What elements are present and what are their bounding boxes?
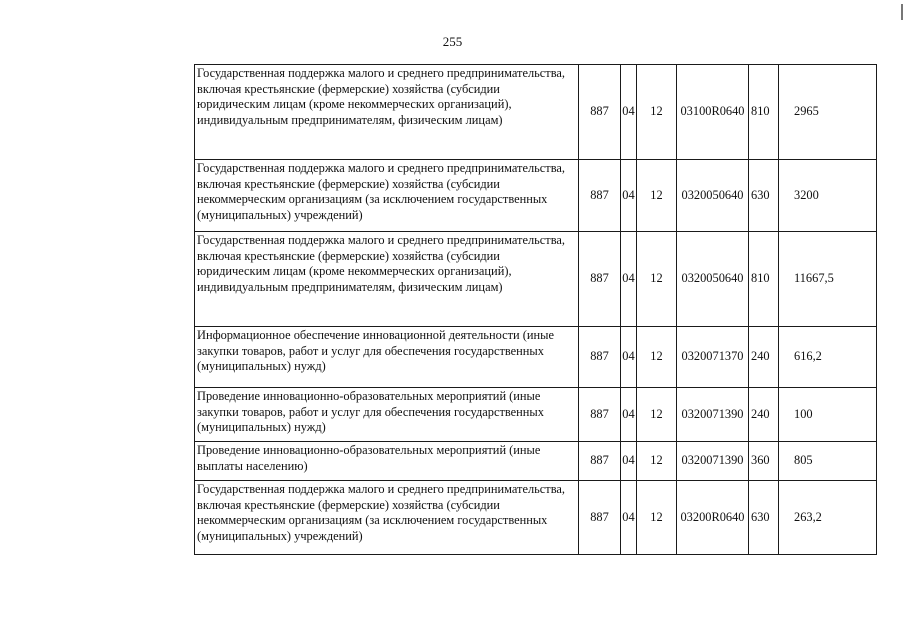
description-line: выплаты населению)	[197, 458, 308, 473]
page-number: 255	[442, 34, 463, 49]
cell-expense-type: 810	[749, 65, 779, 160]
cell-section-code: 04	[621, 388, 637, 442]
description-line: индивидуальным предпринимателям, физическим лицам)	[197, 279, 503, 294]
description-line: (муниципальных) учреждений)	[197, 207, 363, 222]
cell-target-article: 0320071370	[677, 327, 749, 388]
cell-target-article: 0320071390	[677, 388, 749, 442]
cell-ministry-code: 887	[579, 65, 621, 160]
cell-description	[195, 160, 579, 232]
description-line: Проведение инновационно-образовательных мероприятий (иные	[197, 389, 541, 403]
table-row	[195, 327, 877, 388]
scan-edge-mark	[901, 4, 903, 20]
table-row	[195, 160, 877, 232]
description-line: юридическим лицам (кроме некоммерческих организаций),	[197, 264, 512, 278]
cell-target-article: 03200R0640	[677, 481, 749, 555]
cell-ministry-code: 887	[579, 481, 621, 555]
cell-target-article: 0320071390	[677, 442, 749, 481]
cell-description	[195, 327, 579, 388]
budget-table	[194, 64, 877, 555]
cell-description	[195, 65, 579, 160]
description-line: индивидуальным предпринимателям, физическим лицам)	[197, 112, 503, 127]
description-line: Информационное обеспечение инновационной деятельности (иные	[197, 328, 554, 342]
description-line: Государственная поддержка малого и среднего предпринимательства,	[197, 66, 565, 80]
cell-description	[195, 442, 579, 481]
description-line: включая крестьянские (фермерские) хозяйства (субсидии	[197, 81, 500, 96]
table-row	[195, 442, 877, 481]
cell-section-code: 04	[621, 327, 637, 388]
description-line: Проведение инновационно-образовательных мероприятий (иные	[197, 443, 541, 457]
description-line: включая крестьянские (фермерские) хозяйства (субсидии	[197, 176, 500, 191]
cell-section-code: 04	[621, 481, 637, 555]
table-row	[195, 65, 877, 160]
cell-subsection-code: 12	[637, 481, 677, 555]
cell-amount: 100	[779, 388, 877, 442]
table-row	[195, 388, 877, 442]
cell-amount: 3200	[779, 160, 877, 232]
description-line: (муниципальных) нужд)	[197, 420, 326, 434]
cell-target-article: 03100R0640	[677, 65, 749, 160]
cell-section-code: 04	[621, 442, 637, 481]
cell-expense-type: 360	[749, 442, 779, 481]
cell-ministry-code: 887	[579, 232, 621, 327]
cell-subsection-code: 12	[637, 160, 677, 232]
description-line: Государственная поддержка малого и среднего предпринимательства,	[197, 482, 565, 496]
table-row	[195, 481, 877, 555]
description-line: (муниципальных) нужд)	[197, 359, 326, 373]
cell-section-code: 04	[621, 232, 637, 327]
description-line: Государственная поддержка малого и среднего предпринимательства,	[197, 233, 565, 247]
description-line: (муниципальных) учреждений)	[197, 528, 363, 543]
cell-amount: 11667,5	[779, 232, 877, 327]
cell-amount: 616,2	[779, 327, 877, 388]
description-line: некоммерческим организациям (за исключением государственных	[197, 513, 548, 527]
cell-ministry-code: 887	[579, 388, 621, 442]
cell-subsection-code: 12	[637, 388, 677, 442]
cell-subsection-code: 12	[637, 327, 677, 388]
description-line: закупки товаров, работ и услуг для обеспечения государственных	[197, 343, 544, 358]
cell-description	[195, 232, 579, 327]
cell-target-article: 0320050640	[677, 160, 749, 232]
cell-target-article: 0320050640	[677, 232, 749, 327]
cell-subsection-code: 12	[637, 65, 677, 160]
cell-expense-type: 810	[749, 232, 779, 327]
description-line: включая крестьянские (фермерские) хозяйства (субсидии	[197, 497, 500, 512]
description-line: закупки товаров, работ и услуг для обеспечения государственных	[197, 404, 544, 419]
cell-section-code: 04	[621, 160, 637, 232]
cell-section-code: 04	[621, 65, 637, 160]
cell-amount: 2965	[779, 65, 877, 160]
cell-description	[195, 388, 579, 442]
cell-subsection-code: 12	[637, 442, 677, 481]
cell-ministry-code: 887	[579, 327, 621, 388]
description-line: юридическим лицам (кроме некоммерческих организаций),	[197, 97, 512, 111]
cell-expense-type: 240	[749, 388, 779, 442]
cell-expense-type: 630	[749, 481, 779, 555]
table-row	[195, 232, 877, 327]
description-line: включая крестьянские (фермерские) хозяйства (субсидии	[197, 248, 500, 263]
cell-amount: 263,2	[779, 481, 877, 555]
cell-subsection-code: 12	[637, 232, 677, 327]
cell-description	[195, 481, 579, 555]
cell-expense-type: 240	[749, 327, 779, 388]
description-line: Государственная поддержка малого и среднего предпринимательства,	[197, 161, 565, 175]
cell-ministry-code: 887	[579, 442, 621, 481]
cell-expense-type: 630	[749, 160, 779, 232]
cell-amount: 805	[779, 442, 877, 481]
cell-ministry-code: 887	[579, 160, 621, 232]
description-line: некоммерческим организациям (за исключением государственных	[197, 192, 548, 206]
budget-table-body	[195, 65, 877, 555]
